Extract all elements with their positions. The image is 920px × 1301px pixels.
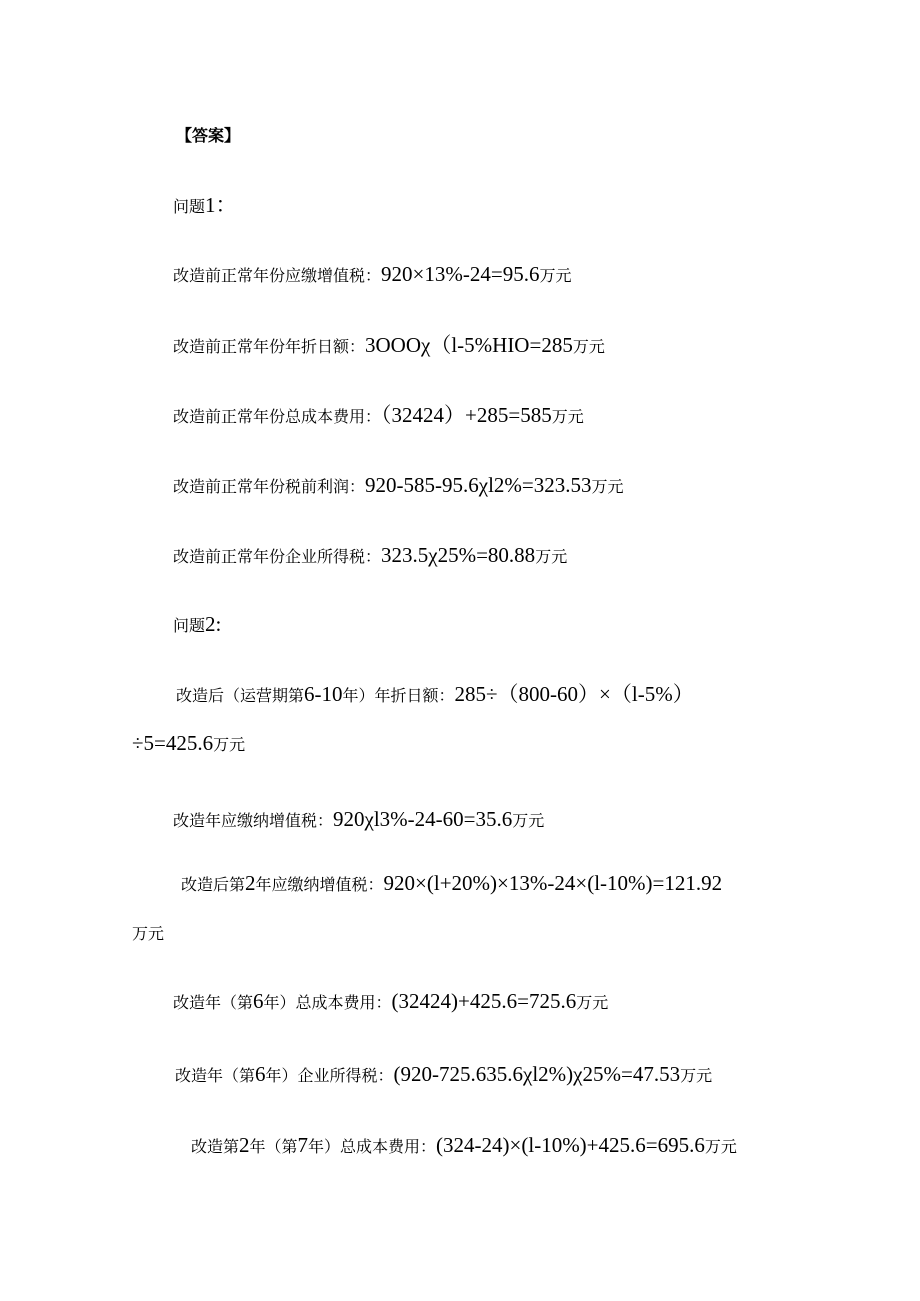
line-unit: 万元	[572, 337, 605, 356]
depreciation-after-line-cont	[132, 731, 245, 757]
line-label: 年）总成本费用：	[263, 993, 392, 1012]
line-unit: 万元	[535, 547, 568, 566]
line-number: 2	[239, 1133, 250, 1157]
line-number: 6	[253, 989, 264, 1013]
total-cost-before-line	[173, 403, 584, 429]
line-unit: 万元	[591, 477, 624, 496]
line-formula: (324-24)×(l-10%)+425.6=695.6	[436, 1133, 705, 1157]
line-formula: 285÷（800-60）×（l-5%）	[454, 682, 694, 706]
question-label: 问题	[173, 616, 206, 635]
line-label: 年（第	[249, 1137, 298, 1156]
line-label: 改造年（第	[173, 993, 254, 1012]
vat-before-line	[173, 262, 571, 288]
line-formula: 3OOOχ（l-5%HIO=285	[365, 333, 573, 357]
vat-second-year-line	[181, 871, 722, 897]
line-unit: 万元	[576, 993, 609, 1012]
line-formula: 920×13%-24=95.6	[381, 262, 540, 286]
question-label: 问题	[173, 197, 206, 216]
question-number: 1：	[205, 193, 237, 217]
line-unit: 万元	[680, 1066, 713, 1085]
vat-reform-year-line	[173, 807, 544, 833]
line-unit: 万元	[704, 1137, 737, 1156]
income-tax-before-line	[173, 543, 567, 569]
pretax-profit-before-line	[173, 473, 624, 499]
line-unit: 万元	[551, 407, 584, 426]
line-label: 改造后（运营期第	[176, 686, 305, 705]
line-label: 改造前正常年份总成本费用：	[173, 407, 382, 426]
depreciation-after-line	[176, 682, 694, 708]
vat-second-year-unit: 万元	[132, 924, 165, 943]
question-number: 2:	[205, 612, 222, 636]
depreciation-before-line	[173, 333, 605, 359]
line-formula: 920×(l+20%)×13%-24×(l-10%)=121.92	[383, 871, 723, 895]
line-formula: 323.5χ25%=80.88	[381, 543, 536, 567]
line-number: 6	[255, 1062, 266, 1086]
line-unit: 万元	[213, 735, 246, 754]
line-number: 2	[245, 871, 256, 895]
line-label: 改造后第	[181, 875, 246, 894]
line-label: 年）年折日额：	[342, 686, 455, 705]
answer-heading: 【答案】	[176, 126, 241, 145]
line-label: 年）企业所得税：	[265, 1066, 394, 1085]
line-formula: (920-725.635.6χl2%)χ25%=47.53	[393, 1062, 681, 1086]
line-label: 改造第	[191, 1137, 240, 1156]
line-label: 年应缴纳增值税：	[255, 875, 384, 894]
line-formula: 920-585-95.6χl2%=323.53	[365, 473, 592, 497]
line-label: 改造年应缴纳增值税：	[173, 811, 334, 830]
question-1-label	[173, 193, 237, 219]
line-number: 6-10	[304, 682, 343, 706]
line-label: 改造前正常年份企业所得税：	[173, 547, 382, 566]
line-number: 7	[297, 1133, 309, 1157]
line-formula: 920χl3%-24-60=35.6	[333, 807, 513, 831]
line-label: 改造前正常年份应缴增值税：	[173, 266, 382, 285]
line-label: 改造前正常年份税前利润：	[173, 477, 366, 496]
line-unit: 万元	[512, 811, 545, 830]
total-cost-second-year-line	[191, 1133, 737, 1159]
line-formula: ÷5=425.6	[132, 731, 214, 755]
line-formula: (32424)+425.6=725.6	[391, 989, 577, 1013]
total-cost-reform-year-line	[173, 989, 608, 1015]
question-2-label	[173, 612, 221, 638]
line-label: 改造年（第	[175, 1066, 256, 1085]
line-label: 改造前正常年份年折日额：	[173, 337, 366, 356]
line-formula: （32424）+285=585	[381, 403, 552, 427]
line-label: 年）总成本费用：	[308, 1137, 437, 1156]
income-tax-reform-year-line	[175, 1062, 712, 1088]
line-unit: 万元	[539, 266, 572, 285]
